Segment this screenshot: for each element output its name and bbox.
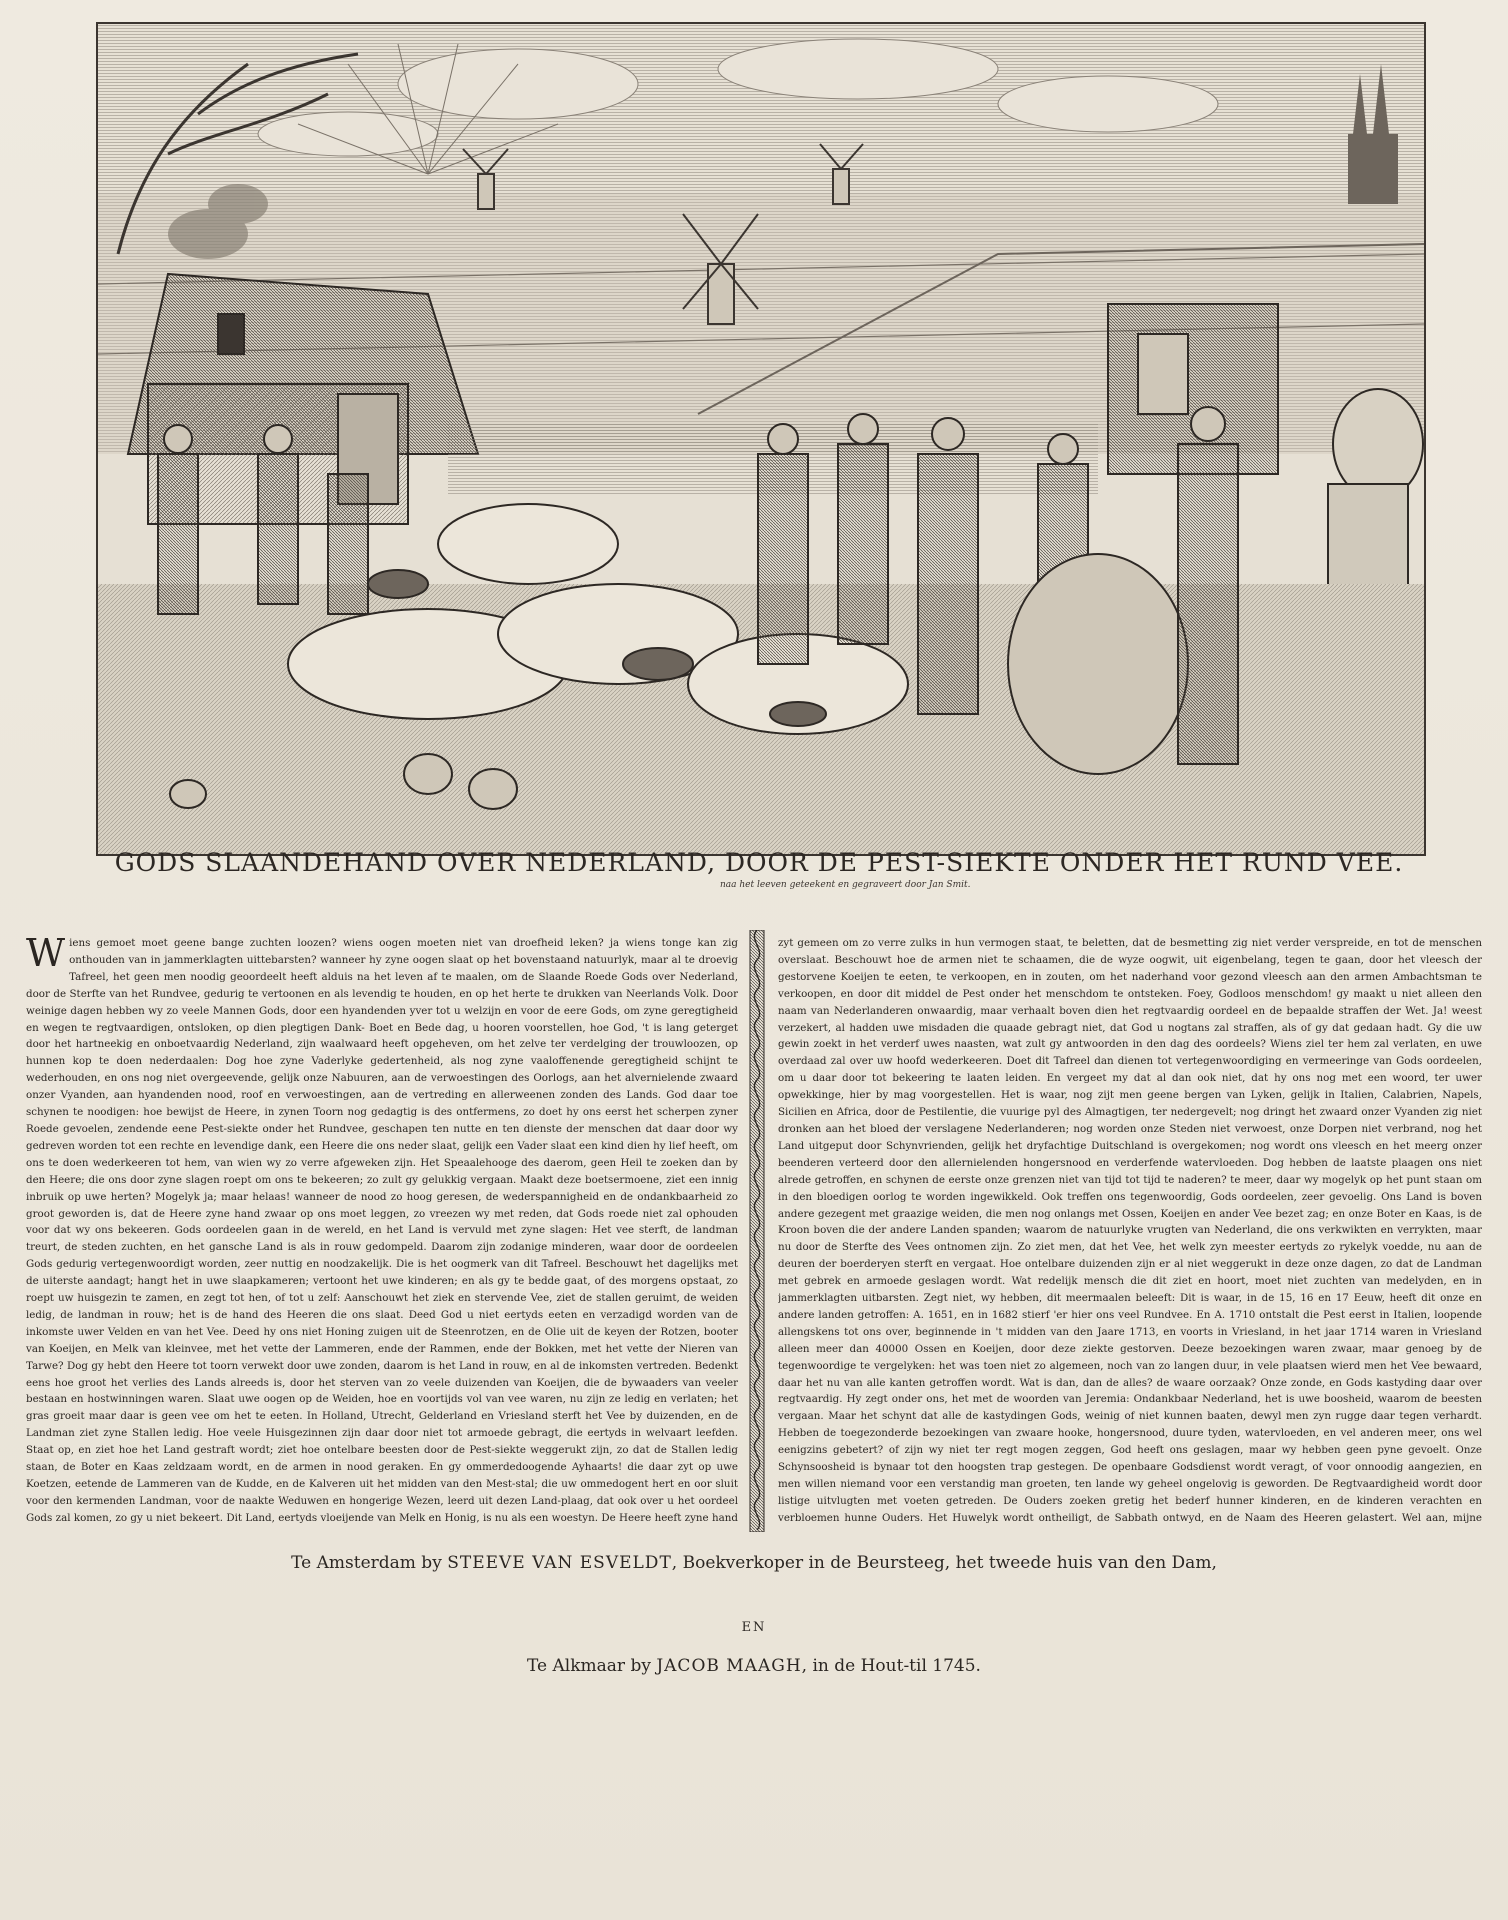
imprint-amsterdam xyxy=(0,1553,1508,1573)
ornamental-divider xyxy=(746,930,768,1532)
right-column-text: zyt gemeen om zo verre zulks in hun vermogen staat, te beletten, dat de besmetting zig niet verder verspreide, en tot de menschen overslaat. Beschouwt hoe de armen niet te schaamen, die de wyze oogwit, uit eigenbelang, tegen te gaan, door het vleesch der gestorvene Koeijen te eeten, te verkoopen, en in zouten, om het naderhand voor gezond vleesch aan den armen Ambachtsman te verkoopen, en door dit middel de Pest onder het menschdom te ontsteken. Foey, Godloos menschdom! gy maakt u niet alleen den naam van Nederlanderen onwaardig, maar verhaalt boven dien het regtvaardig oordeel en de bepaalde straffen der Wet. Ja! weest verzekert, al hadden uwe misdaden die quaade gebragt niet, dat God u nogtans zal straffen, als of gy dat gedaan hadt. Gy die uw gewin zoekt in het verderf uwes naasten, wat zult gy antwoorden in den dag des oordeels? Wiens ziel ter hem zal verlaten, en uwe overdaad zal over uw hoofd wederkeeren. Doet dit Tafreel dan dienen tot vertegenwoordiging en vermeeringe van Gods oordeelen, om u daar door tot bekeering te laaten leiden. En vergeet my dat al dan ook niet, dat hy ons nog met een woord, ter uwer opwekkinge, hier by mag voorgestellen. Het is waar, nog zijt men geene bergen van Lyken, gelijk in Italien, Calabrien, Napels, Sicilien en Africa, door de Pestilentie, die vuurige pyl des Almagtigen, ter nedergevelt; nog dringt het zwaard onzer Vyanden zig niet dronken aan het bloed der verslagene Nederlanderen; nog worden onze Steden niet verwoest, onze Dorpen niet verbrand, nog het Land uitgeput door Schynvrienden, gelijk het dryfachtige Duitschland is overgekomen; nog wordt ons vleesch en het meerg onzer beenderen verteerd door den allernielenden hongersnood en verderfende watervloeden. Dog hebben de laatste plaagen ons niet alrede getroffen, en schynen de eerste onze grenzen niet van tijd tot tijd te naderen? te meer, daar wy mogelyk op het punt staan om in den bloedigen oorlog te worden ingewikkeld. Ook treffen ons tegenwoordig, Gods oordeelen, zeer gevoelig. Ons Land is boven andere gezegent met graazige weiden, die men nog onlangs met Ossen, Koeijen en ander Vee bezet zag; en onze Boter en Kaas, is de Kroon boven die der andere Landen spanden; waarom de natuurlyke vrugten van Nederland, die ons verkwikten en verrykten, maar nu door de Sterfte des Vees ontnomen zijn. Zo ziet men, dat het Vee, het welk zyn meester eertyds zo rykelyk voedde, nu aan de deuren der boerderyen sterft en vergaat. Hoe ontelbare duizenden zijn er al niet weggerukt in deze onze dagen, zo dat de Landman met gebrek en armoede geslagen wordt. Wat redelijk mensch die dit ziet en hoort, moet niet zuchten van medelyden, en in jammerklagten uitbarsten. Zegt niet, wy hebben, dit meermaalen beleeft: Dit is waar, in de 15, 16 en 17 Eeuw, heeft dit onze en andere landen getroffen: A. 1651, en in 1682 stierf 'er hier ons veel Rundvee. En A. 1710 ontstalt die Pest eerst in Italien, loopende allengskens tot ons over, beginnende in 't midden van den Jaare 1713, en voorts in Vriesland, in het jaar 1714 waren in Vriesland alleen meer dan 40000 Ossen en Koeijen, door deze ziekte gestorven. Deeze bezoekingen waren zwaar, maar genoeg by de tegenwoordige te vergelyken: het was toen niet zo algemeen, noch van zo langen duur, in vele plaatsen wierd men het Vee bewaard, daar het nu van alle kanten getroffen wordt. Wat is dan, dan de alles? de waare oorzaak? Onze zonde, en Gods kastyding daar over regtvaardig. Hy zegt onder ons, het met de woorden van Jeremia: Ondankbaar Nederland, het is uwe boosheid, waarom de beesten vergaan. Maar het schynt dat alle de kastydingen Gods, weinig of niet kunnen baaten, dewyl men zyn rugge daar tegen verhardt. Hebben de toegezonderde bezoekingen van zwaare hooke, hongersnood, duure tyden, watervloeden, en vel anderen meer, ons wel eenigzins gebetert? of zijn wy niet ter regt mogen zeggen, God heeft ons geslagen, maar wy hebben geen pyne gevoelt. Onze Schynsoosheid is bynaar tot den hoogsten trap gestegen. De openbaare Godsdienst wordt veragt, of voor onnoodig aangezien, en men willen niemand voor een verstandig man groeten, ten lande wy geheel ongelovig is geworden. De Regtvaardigheid wordt door listige uitvlugten met voeten getreden. De Ouders zoeken gretig het bederf hunner kinderen, en de kinderen verachten en verbloemen hunne Ouders. Het Huwelyk wordt ontheiligt, de Sabbath ontwyd, en de Naam des Heeren gelastert. Wel aan, mijne xyxy=(778,937,1482,1524)
engraver-credit: naa het leeven geteekent en gegraveert door Jan Smit. xyxy=(720,880,971,890)
printer-name: JACOB MAAGH xyxy=(656,1656,802,1676)
imprint-alkmaar-prefix: Te Alkmaar by xyxy=(527,1656,651,1676)
text-column-left xyxy=(26,935,738,1525)
imprint-amsterdam-prefix: Te Amsterdam by xyxy=(291,1553,442,1573)
plate-title: GODS SLAANDEHAND OVER NEDERLAND, DOOR DE PEST-SIEKTE ONDER HET RUND VEE. xyxy=(114,848,1404,877)
imprint-conjunction: EN xyxy=(741,1620,767,1635)
imprint-alkmaar xyxy=(0,1656,1508,1676)
engraving-plate xyxy=(96,22,1426,856)
left-column-text: iens gemoet moet geene bange zuchten loozen? wiens oogen moeten niet van droefheid leken? ja wiens tonge kan zig onthouden van in jammerklagten uittebarsten? wanneer hy zyne oogen slaat op het bovenstaand natuurlyk, maar al te droevig Tafreel, het geen men noodig geoordeelt heeft alduis na het leven af te maalen, om de Slaande Roede Gods over Nederland, door de Sterfte van het Rundvee, gedurig te vertoonen en als levendig te houden, en op het herte te drukken van Neerlands Volk. Door weinige dagen hebben wy zo veele Mannen Gods, door een hyandenden yver tot u welzijn en voor de eere Gods, om zyne geregtigheid en wegen te regtvaardigen, ontsloken, op dien plegtigen Dank- Boet en Bede dag, u hooren voorstellen, hoe God, 't is lang geterget door het hartneekig en onboetvaardig Nederland, zijn waalwaard heeft opgeheven, om het zelve ter verdelging der trouwloozen, op hunnen kop te doen nederdaalen: Dog hoe zyne Vaderlyke gedertenheid, als nog zyne vaaloffenende geregtigheid schijnt te wederhouden, en ons nog niet overgeevende, gelijk onze Nabuuren, aan de verwoestingen des Oorlogs, aan het alvernielende zwaard onzer Vyanden, aan hyandenden nood, roof en verwoestingen, aan de vertreding en allerweenen zonden des Lands. God daar toe schynen te noodigen: hoe bewijst de Heere, in zynen Toorn nog gedagtig is des ontfermens, zo doet hy ons eerst het scherpen zyner Roede gevoelen, zendende eene Pest-siekte onder het Rundvee, geschapen ten nutte en ten dienste der menschen dat daar door wy gedreven worden tot een rechte en levendige dank, een Heere die ons neder slaat, gelijk een Vader slaat een kind dien hy lief heeft, om ons te doen wederkeeren tot hem, van wien wy zo verre afgeweken zijn. Het Speaalehooge des daerom, geen Heil te zoeken dan by den Heere; die ons door zyne slagen roept om ons te bekeeren; zo zult gy gelukkig vergaan. Maakt deze boetsermoene, ziet een innig inbruik op uwe herten? Mogelyk ja; maar helaas! wanneer de nood zo hoog geresen, de wederspannigheid en de ondankbaarheid zo groot geworden is, dat de Heere zyne hand zwaar op ons moet leggen, zo vreezen wy met reden, dat Gods roede niet zal ophouden voor dat wy ons bekeeren. Gods oordeelen gaan in de wereld, en het Land is vervuld met zyne slagen: Het vee sterft, de landman treurt, de steden zuchten, en het gansche Land is als in rouw gedompeld. Daarom zijn zodanige minderen, waar door de oordeelen Gods gedurig vertegenwoordigt worden, zeer nuttig en noodzakelijk. Die is het oogmerk van dit Tafreel. Beschouwt het dagelijks met de uiterste aandagt; hangt het in uwe slaapkameren; vertoont het uwe kinderen; en als gy te bedde gaat, of des morgens opstaat, zo roept uw huisgezin te zamen, en zegt tot hen, of tot u zelf: Aanschouwt het ziek en stervende Vee, ziet de stallen geruimt, de weiden ledig, de landman in rouw; het is de hand des Heeren die ons slaat. Deed God u niet eertyds eeten en verzadigd worden van de inkomste uwer Velden en van het Vee. Deed hy ons niet Honing zuigen uit de Steenrotzen, en de Olie uit de keyen der Rotzen, booter van Koeijen, en Melk van kleinvee, met het vette der Lammeren, ende der Rammen, ende der Bokken, met het vette der Nieren van Tarwe? Dog gy hebt den Heere tot toorn verwekt door uwe zonden, daarom is het Land in rouw, en al de inkomsten vertreden. Bedenkt eens hoe groot het verlies des Lands alreeds is, door het sterven van zo veele duizenden van Koeijen, die de bywaaders van veeler bestaan en hostwinningen waren. Slaat uwe oogen op de Weiden, hoe en voortijds vol van vee waren, nu zijn ze ledig en verlaten; het gras groeit maar daar is geen vee om het te eeten. In Holland, Utrecht, Gelderland en Vriesland sterft het Vee by duizenden, en de Landman ziet zyne Stallen ledig. Hoe veele Huisgezinnen zijn daar door niet tot armoede gebragt, die eertyds in welvaart leefden. Staat op, en ziet hoe het Land gestraft wordt; ziet hoe ontelbare beesten door de Pest-siekte weggerukt zijn, zo dat de Stallen ledig staan, de Boter en Kaas zeldzaam wordt, en de armen in nood geraken. En gy ommerdedoogende Ayhaarts! die daar zyt op uwe Koetzen, eetende de Lammeren van de Kudde, en de Kalveren uit het midden van den Mest-stal; die uw ommedogent hert en oor sluit voor den kermenden Landman, voor de naakte Weduwen en hongerige Wezen, leerd uit dezen Land-plaag, dat ook over u het oordeel Gods zal komen, zo gy u niet bekeert. Dit Land, eertyds vloeijende van Melk en Honig, is nu als een woestyn. De Heere heeft zyne hand xyxy=(26,937,738,1524)
dropcap: W xyxy=(26,935,66,975)
text-column-right xyxy=(778,935,1482,1525)
imprint-alkmaar-address: , in de Hout-til 1745. xyxy=(801,1656,981,1676)
imprint-amsterdam-address: , Boekverkoper in de Beursteeg, het tweede huis van den Dam, xyxy=(671,1553,1217,1573)
engraving-illustration xyxy=(98,24,1424,854)
publisher-name: STEEVE VAN ESVELDT xyxy=(447,1553,672,1573)
